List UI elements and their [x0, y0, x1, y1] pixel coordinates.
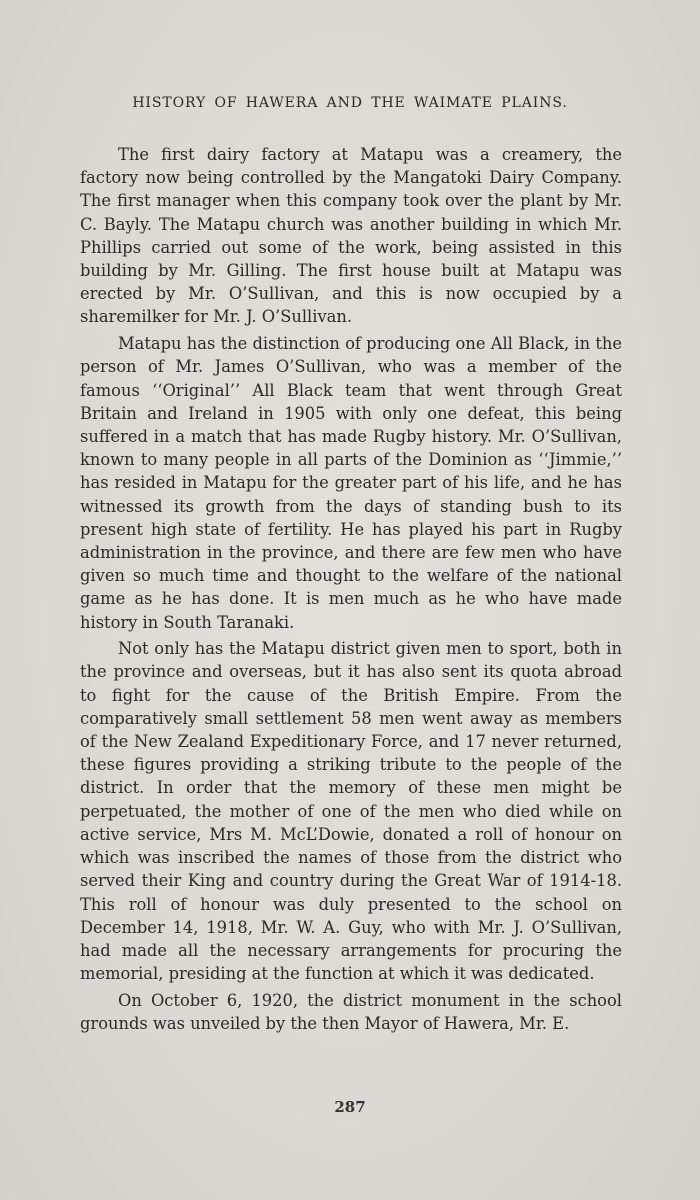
paragraph-war-service: Not only has the Matapu district given men to sport, both in the province and overseas, but it has also sent its quota abroad to fight for the cause of the British Empire. From the comparatively small settlement 58 men went away as members of the New Zealand Expeditionary Force, and 17 never returned, these figures providing a striking tribute to the people of the district. In order that the memory of these men might be perpetuated, the mother of one of the men who died while on active service, Mrs M. McL’Dowie, donated a roll of honour on which was inscribed the names of those from the district who served their King and country during the Great War of 1914-18. This roll of honour was duly presented to the school on December 14, 1918, Mr. W. A. Guy, who with Mr. J. O’Sullivan, had made all the necessary arrangements for procuring the memorial, presiding at the function at which it was dedicated.	[80, 639, 622, 984]
page-number: 287	[334, 1098, 366, 1116]
running-head: HISTORY OF HAWERA AND THE WAIMATE PLAINS.	[132, 95, 568, 111]
paragraph-dairy-factory: The first dairy factory at Matapu was a creamery, the factory now being controlled by the Mangatoki Dairy Company. The first manager when this company took over the plant by Mr. C. Bayly. The Matapu church was another building in which Mr. Phillips carried out some of the work, being assisted in this building by Mr. Gilling. The first house built at Matapu was erected by Mr. O’Sullivan, and this is now occupied by a sharemilker for Mr. J. O’Sullivan.	[80, 145, 622, 327]
paragraph-all-black: Matapu has the distinction of producing one All Black, in the person of Mr. James O’Sullivan, who was a member of the famous ‘‘Original’’ All Black team that went through Great Britain and Ireland in 1905 with only one defeat, this being suffered in a match that has made Rugby history. Mr. O’Sullivan, known to many people in all parts of the Dominion as ‘‘Jimmie,’’ has resided in Matapu for the greater part of his life, and he has witnessed its growth from the days of standing bush to its present high state of fertility. He has played his part in Rugby administration in the province, and there are few men who have given so much time and thought to the welfare of the national game as he has done. It is men much as he who have made history in South Taranaki.	[80, 334, 622, 632]
paragraph-monument: On October 6, 1920, the district monument in the school grounds was unveiled by the then Mayor of Hawera, Mr. E.	[80, 990, 622, 1034]
body-text	[80, 143, 622, 1039]
